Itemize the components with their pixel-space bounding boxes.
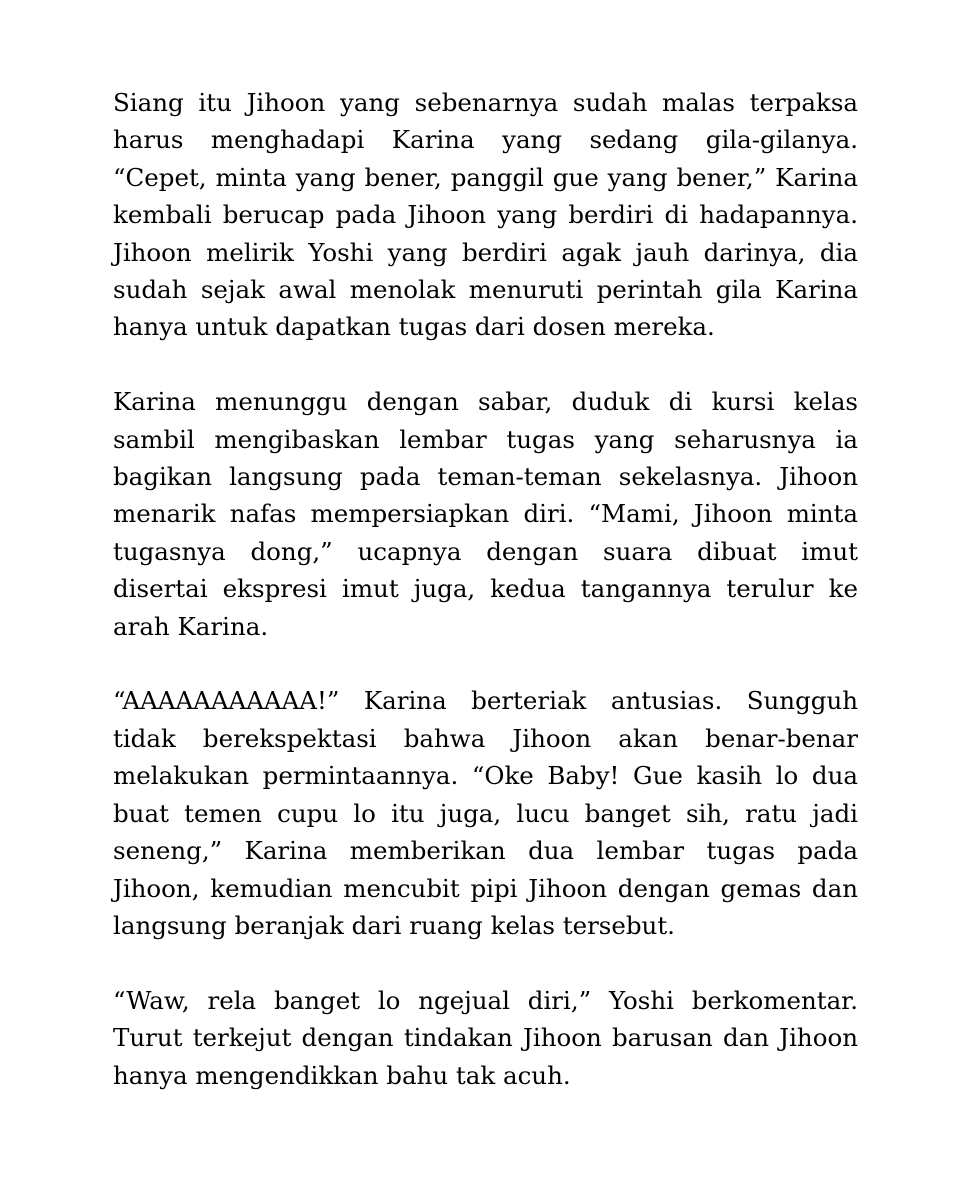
paragraph-spacer — [113, 346, 858, 383]
paragraph-spacer — [113, 944, 858, 981]
paragraph-2: Karina menunggu dengan sabar, duduk di kursi kelas sambil mengibaskan lembar tugas yang seharusnya ia bagikan langsung pada teman-teman sekelasnya. Jihoon menarik nafas mempersiapkan diri. “Mami, Jihoon minta tugasnya dong,” ucapnya dengan suara dibuat imut disertai ekspresi imut juga, kedua tangannya terulur ke arah Karina. — [113, 387, 858, 641]
paragraph-4: “Waw, rela banget lo ngejual diri,” Yoshi berkomentar. Turut terkejut dengan tindakan Jihoon barusan dan Jihoon hanya mengendikkan bahu tak acuh. — [113, 985, 858, 1090]
paragraph-1: Siang itu Jihoon yang sebenarnya sudah malas terpaksa harus menghadapi Karina yang sedang gila-gilanya. “Cepet, minta yang bener, panggil gue yang bener,” Karina kembali berucap pada Jihoon yang berdiri di hadapannya. Jihoon melirik Yoshi yang berdiri agak jauh darinya, dia sudah sejak awal menolak menuruti perintah gila Karina hanya untuk dapatkan tugas dari dosen mereka. — [113, 88, 858, 342]
paragraph-3: “AAAAAAAAAAA!” Karina berteriak antusias. Sungguh tidak berekspektasi bahwa Jihoon akan benar-benar melakukan permintaannya. “Oke Baby! Gue kasih lo dua buat temen cupu lo itu juga, lucu banget sih, ratu jadi seneng,” Karina memberikan dua lembar tugas pada Jihoon, kemudian mencubit pipi Jihoon dengan gemas dan langsung beranjak dari ruang kelas tersebut. — [113, 686, 858, 940]
paragraph-spacer — [113, 645, 858, 682]
document-page — [113, 84, 858, 1094]
